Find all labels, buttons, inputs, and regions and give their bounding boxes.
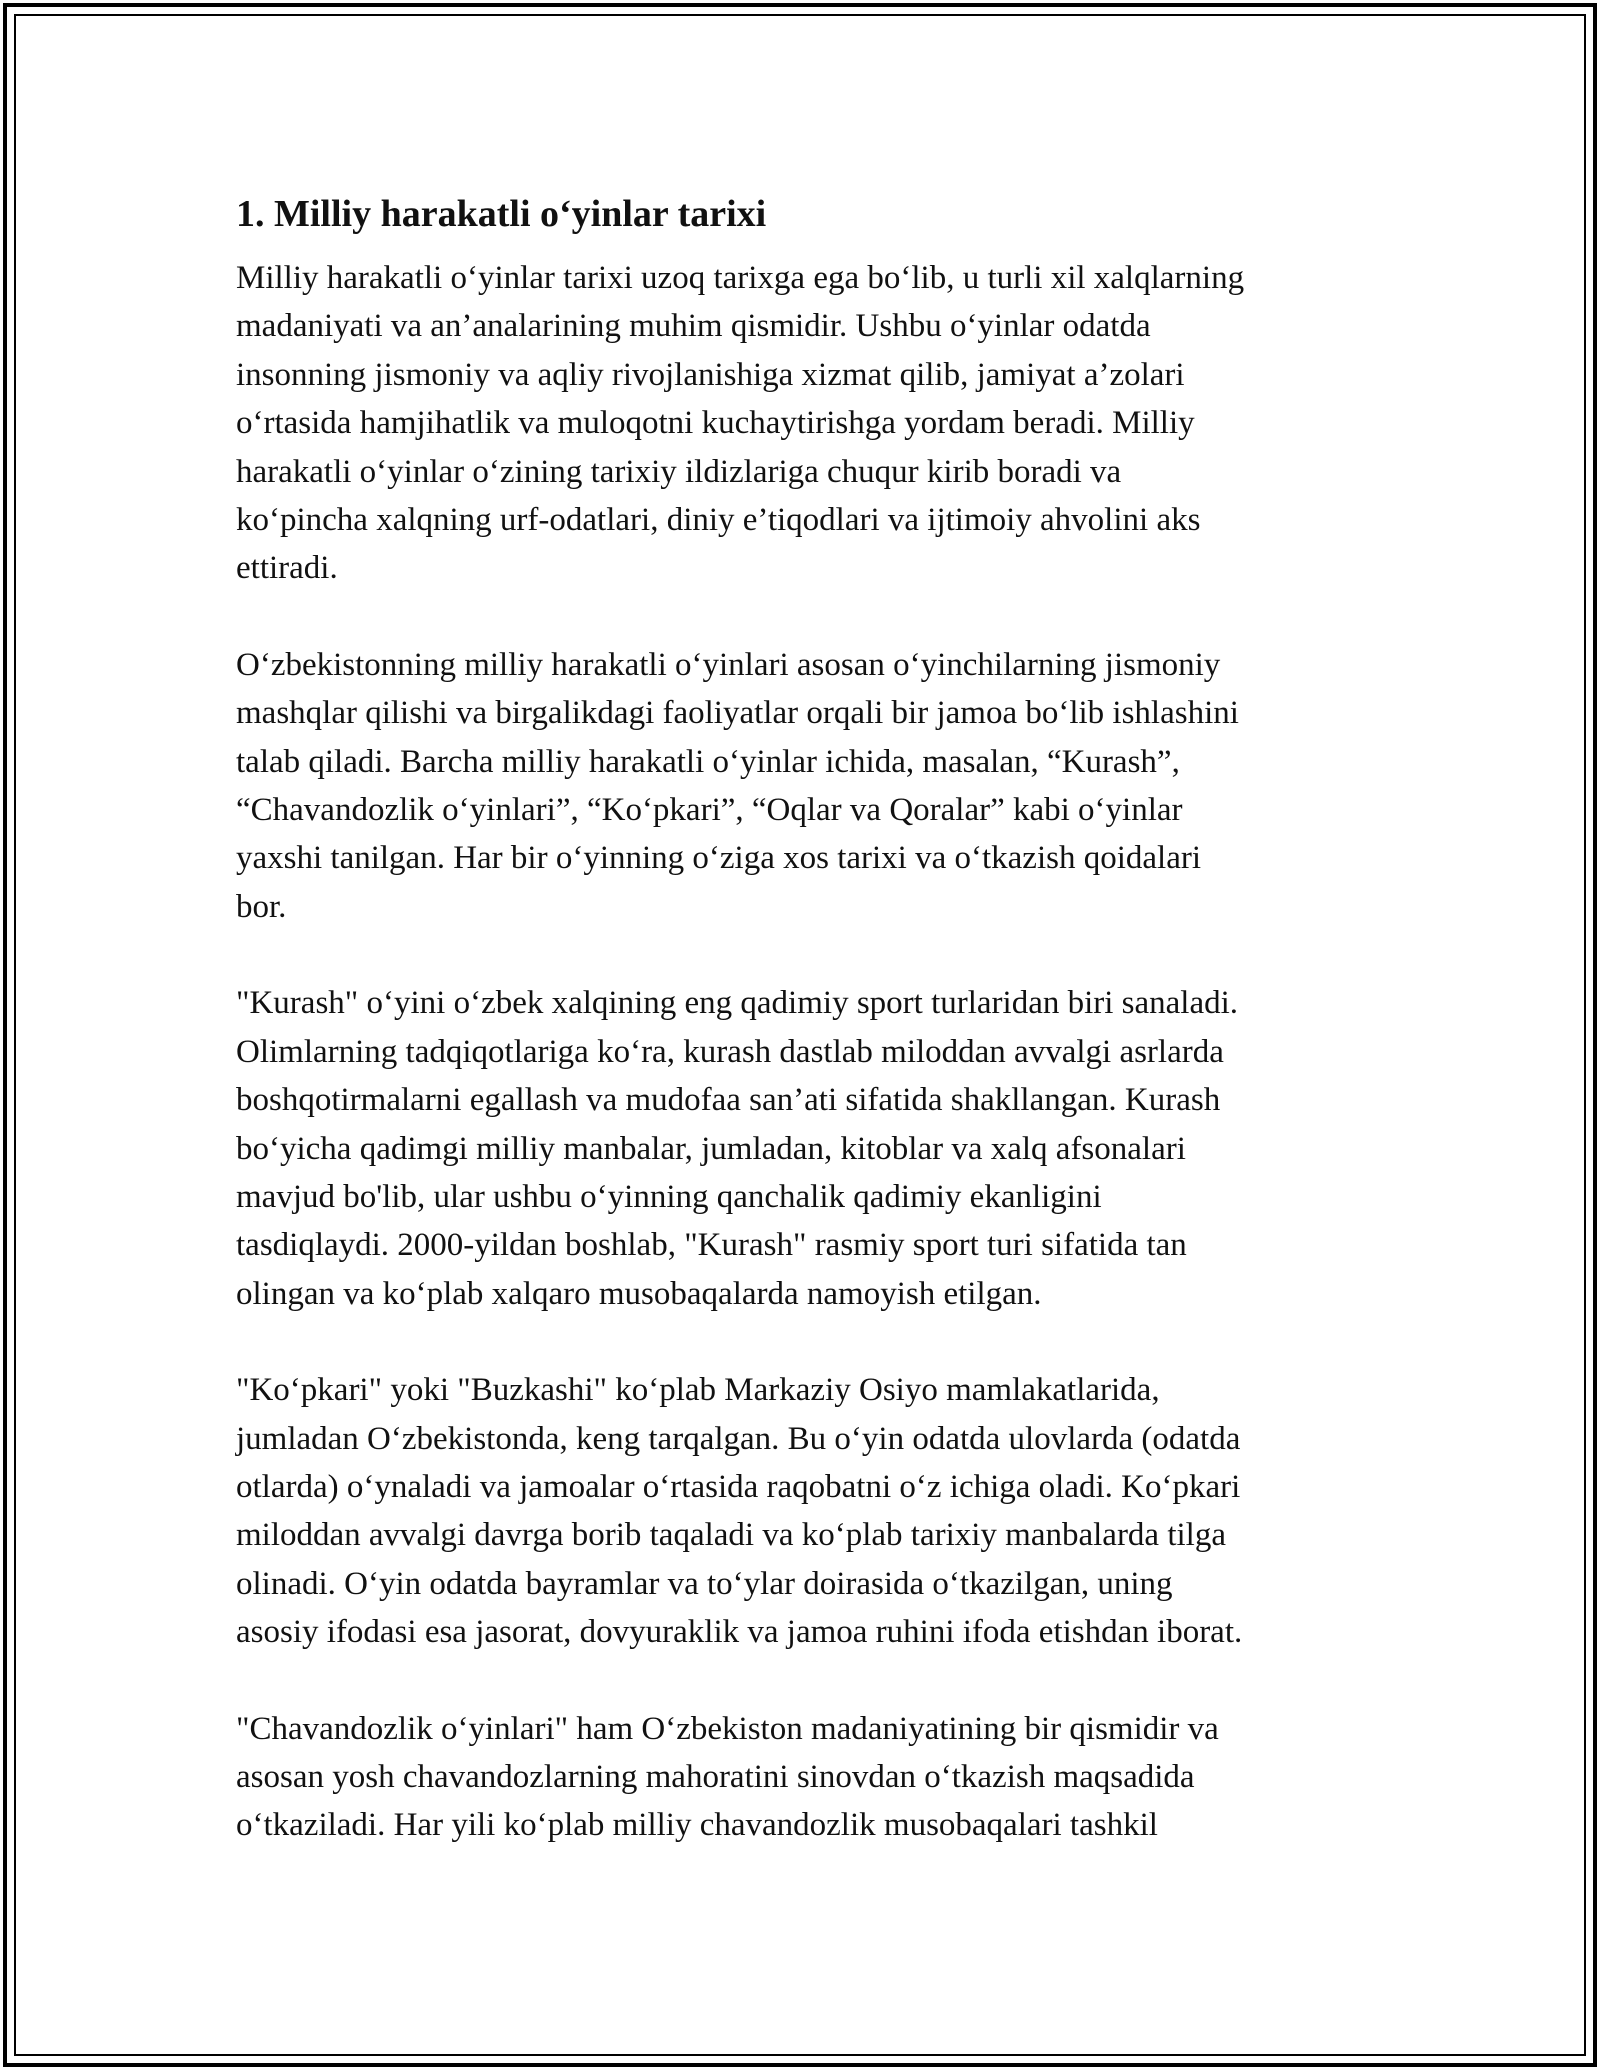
paragraph-line: "Ko‘pkari" yoki "Buzkashi" ko‘plab Markaziy Osiyo mamlakatlarida, [236,1372,1160,1409]
paragraph-line: boshqotirmalarni egallash va mudofaa san’ati sifatida shakllangan. Kurash [236,1082,1221,1119]
paragraph-line: Olimlarning tadqiqotlariga ko‘ra, kurash dastlab miloddan avvalgi asrlarda [236,1033,1224,1070]
paragraph-line: "Chavandozlik o‘yinlari" ham O‘zbekiston madaniyatining bir qismidir va [236,1710,1219,1747]
paragraph-line: bo‘yicha qadimgi milliy manbalar, jumladan, kitoblar va xalq afsonalari [236,1130,1186,1167]
paragraph-line: madaniyati va an’analarining muhim qismidir. Ushbu o‘yinlar odatda [236,308,1151,345]
paragraph-line: o‘tkaziladi. Har yili ko‘plab milliy chavandozlik musobaqalari tashkil [236,1807,1158,1844]
paragraph [236,254,1366,593]
paragraph-line: otlarda) o‘ynaladi va jamoalar o‘rtasida raqobatni o‘z ichiga oladi. Ko‘pkari [236,1468,1241,1505]
paragraph-line: ko‘pincha xalqning urf-odatlari, diniy e’tiqodlari va ijtimoiy ahvolini aks [236,502,1201,539]
paragraph-line: insonning jismoniy va aqliy rivojlanishiga xizmat qilib, jamiyat a’zolari [236,356,1185,393]
document-body [236,188,1366,1898]
paragraph-line: harakatli o‘yinlar o‘zining tarixiy ildizlariga chuqur kirib boradi va [236,453,1122,490]
paragraph-line: jumladan O‘zbekistonda, keng tarqalgan. Bu o‘yin odatda ulovlarda (odatda [236,1420,1241,1457]
paragraph-line: bor. [236,888,287,925]
paragraph-line: O‘zbekistonning milliy harakatli o‘yinlari asosan o‘yinchilarning jismoniy [236,646,1221,683]
section-heading: 1. Milliy harakatli o‘yinlar tarixi [236,193,767,235]
paragraph-line: “Chavandozlik o‘yinlari”, “Ko‘pkari”, “Oqlar va Qoralar” kabi o‘yinlar [236,792,1183,829]
paragraph-line: miloddan avvalgi davrga borib taqaladi va ko‘plab tarixiy manbalarda tilga [236,1517,1226,1554]
paragraph [236,641,1366,931]
paragraph-line: mavjud bo'lib, ular ushbu o‘yinning qanchalik qadimiy ekanligini [236,1178,1102,1215]
paragraph [236,1705,1366,1850]
paragraph-list [236,254,1366,1850]
paragraph-line: talab qiladi. Barcha milliy harakatli o‘yinlar ichida, masalan, “Kurash”, [236,743,1180,780]
paragraph-line: yaxshi tanilgan. Har bir o‘yinning o‘ziga xos tarixi va o‘tkazish qoidalari [236,840,1201,877]
paragraph-line: ettiradi. [236,550,338,587]
paragraph [236,1366,1366,1656]
paragraph [236,979,1366,1318]
paragraph-line: Milliy harakatli o‘yinlar tarixi uzoq tarixga ega bo‘lib, u turli xil xalqlarning [236,260,1245,296]
paragraph-line: olingan va ko‘plab xalqaro musobaqalarda namoyish etilgan. [236,1275,1042,1312]
paragraph-line: o‘rtasida hamjihatlik va muloqotni kuchaytirishga yordam beradi. Milliy [236,405,1195,442]
paragraph-line: "Kurash" o‘yini o‘zbek xalqining eng qadimiy sport turlaridan biri sanaladi. [236,985,1239,1022]
paragraph-line: asosan yosh chavandozlarning mahoratini sinovdan o‘tkazish maqsadida [236,1758,1195,1795]
paragraph-line: olinadi. O‘yin odatda bayramlar va to‘ylar doirasida o‘tkazilgan, uning [236,1565,1173,1602]
paragraph-line: asosiy ifodasi esa jasorat, dovyuraklik va jamoa ruhini ifoda etishdan iborat. [236,1614,1243,1651]
paragraph-line: mashqlar qilishi va birgalikdagi faoliyatlar orqali bir jamoa bo‘lib ishlashini [236,695,1239,732]
paragraph-line: tasdiqlaydi. 2000-yildan boshlab, "Kurash" rasmiy sport turi sifatida tan [236,1227,1187,1264]
